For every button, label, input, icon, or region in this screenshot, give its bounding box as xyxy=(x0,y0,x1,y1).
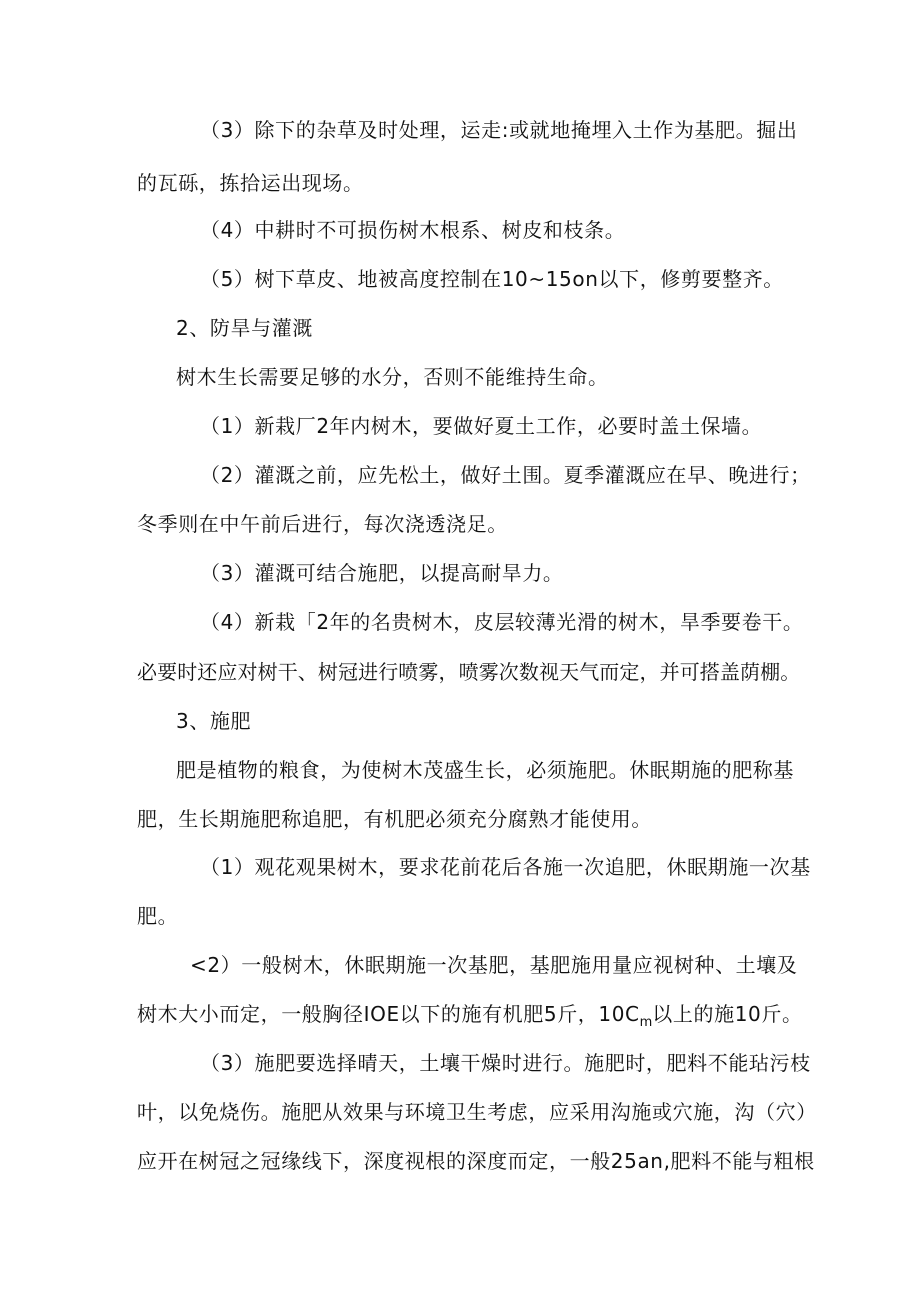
paragraph-line: （3）灌溉可结合施肥，以提高耐旱力。 xyxy=(200,561,564,585)
paragraph-line: （1）观花观果树木，要求花前花后各施一次追肥，休眠期施一次基 xyxy=(200,855,811,879)
paragraph-line: 的瓦砾，拣拾运出现场。 xyxy=(137,171,364,195)
paragraph-line: 应开在树冠之冠缘线下，深度视根的深度而定，一般25an,肥料不能与粗根 xyxy=(137,1149,815,1173)
paragraph-line: 肥是植物的粮食，为使树木茂盛生长，必须施肥。休眠期施的肥称基 xyxy=(176,758,794,782)
paragraph-line: 必要时还应对树干、树冠进行喷雾，喷雾次数视天气而定，并可搭盖荫棚。 xyxy=(137,660,801,684)
paragraph-line: <2）一般树木，休眠期施一次基肥，基肥施用量应视树种、土壤及 xyxy=(190,953,798,977)
paragraph-line: （4）新栽「2年的名贵树木，皮层较薄光滑的树木，旱季要卷干。 xyxy=(200,610,804,634)
paragraph-line: （3）除下的杂草及时处理，运走:或就地掩埋入土作为基肥。掘出 xyxy=(200,118,798,142)
paragraph-line: 树木生长需要足够的水分，否则不能维持生命。 xyxy=(176,365,609,389)
paragraph-line: 肥。 xyxy=(137,904,179,928)
paragraph-line: 叶，以免烧伤。施肥从效果与环境卫生考虑，应采用沟施或穴施，沟（穴） xyxy=(137,1100,817,1124)
paragraph-line: （4）中耕时不可损伤树木根系、树皮和枝条。 xyxy=(200,218,626,242)
subscript-text: m xyxy=(639,1015,653,1030)
paragraph-line: 冬季则在中午前后进行，每次浇透浇足。 xyxy=(137,512,508,536)
section-heading: 3、施肥 xyxy=(176,709,252,733)
paragraph-line xyxy=(137,1000,803,1037)
line-text: 以上的施10斤。 xyxy=(652,1002,803,1026)
paragraph-line: （2）灌溉之前，应先松土，做好土围。夏季灌溉应在早、晚进行； xyxy=(200,463,811,487)
paragraph-line: （1）新栽厂2年内树木，要做好夏土工作，必要时盖土保墙。 xyxy=(200,414,763,438)
section-heading: 2、防旱与灌溉 xyxy=(176,316,313,340)
line-text: 树木大小而定，一般胸径IOE以下的施有机肥5斤，10C xyxy=(137,1002,640,1026)
paragraph-line: 肥，生长期施肥称追肥，有机肥必须充分腐熟才能使用。 xyxy=(137,807,652,831)
paragraph-line: （5）树下草皮、地被高度控制在10~15on以下，修剪要整齐。 xyxy=(200,267,784,291)
paragraph-line: （3）施肥要选择晴天，土壤干燥时进行。施肥时，肥料不能玷污枝 xyxy=(200,1051,811,1075)
